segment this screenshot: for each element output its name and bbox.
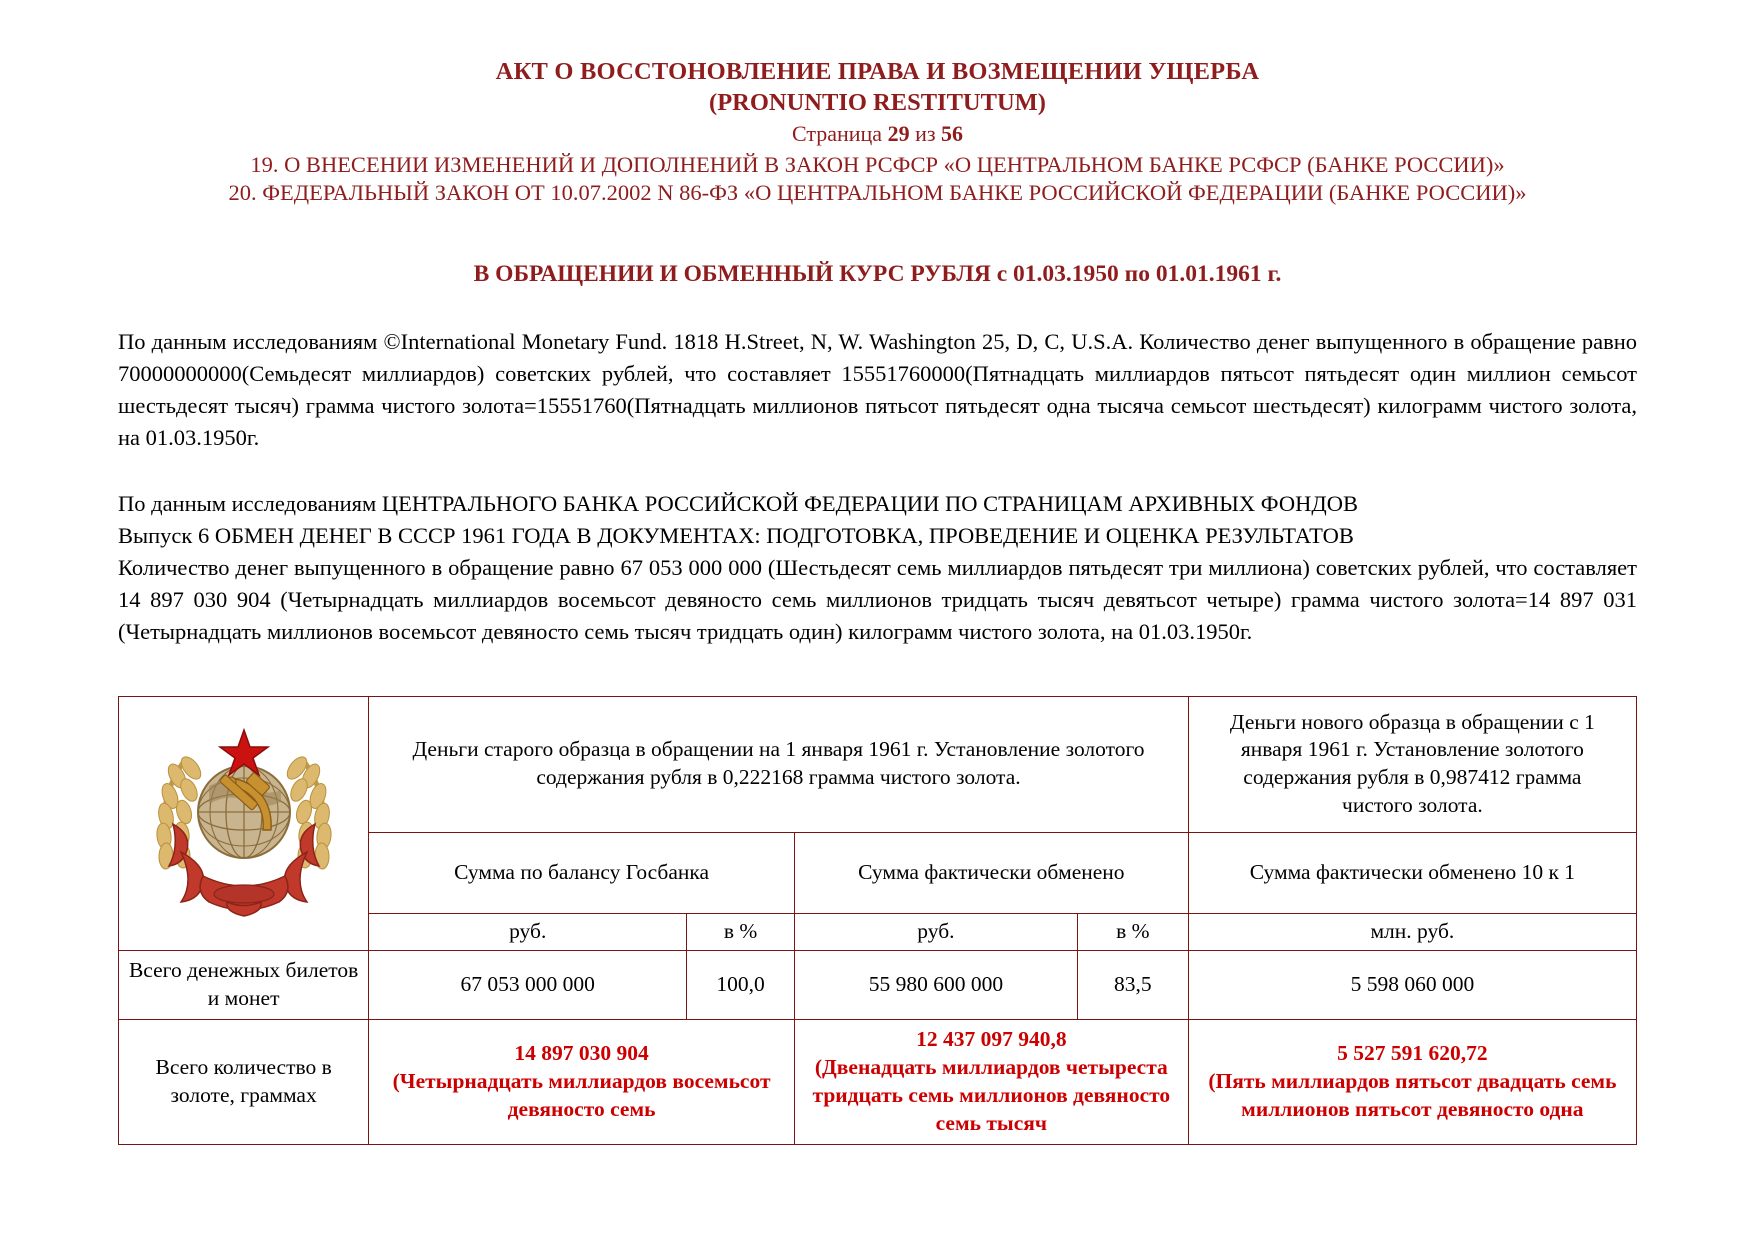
row2-gold-10to1-value: 5 527 591 620,72 [1337,1040,1488,1065]
subheader-actually-exchanged: Сумма фактически обменено [794,833,1188,914]
law-reference-19: 19. О ВНЕСЕНИИ ИЗМЕНЕНИЙ И ДОПОЛНЕНИЙ В ЗАКОН РСФСР «О ЦЕНТРАЛЬНОМ БАНКЕ РСФСР (БАНКЕ РОССИИ)» [250,151,1505,177]
page-number [118,121,1637,147]
header-new-currency: Деньги нового образца в обращении с 1 января 1961 г. Установление золотого содержания рубля в 0,987412 грамма чистого золота. [1188,696,1636,833]
row-label-banknotes-coins: Всего денежных билетов и монет [119,951,369,1020]
row2-gold-balance-value: 14 897 030 904 [514,1040,649,1065]
subheader-actually-exchanged-10to1: Сумма фактически обменено 10 к 1 [1188,833,1636,914]
row2-gold-exchanged-words: (Двенадцать миллиардов четыреста тридцать семь миллионов девяносто семь тысяч [812,1054,1171,1135]
row1-exchanged-mln: 5 598 060 000 [1188,951,1636,1020]
row2-gold-exchanged [794,1020,1188,1145]
currency-exchange-table [118,696,1637,1145]
unit-percent-exchanged: в % [1077,914,1188,951]
table-row [119,1020,1637,1145]
row2-gold-balance [369,1020,795,1145]
row2-gold-exchanged-value: 12 437 097 940,8 [916,1027,1067,1051]
page-label-prefix: Страница [791,120,888,146]
document-subtitle: (PRONUNTIO RESTITUTUM) [709,88,1046,116]
row2-gold-balance-words: (Четырнадцать миллиардов восемьсот девяносто семь [392,1068,771,1121]
paragraph-cbr-line1: По данным исследованиям ЦЕНТРАЛЬНОГО БАНКА РОССИЙСКОЙ ФЕДЕРАЦИИ ПО СТРАНИЦАМ АРХИВНЫХ ФОНДОВ [118,490,1358,516]
page-middle: из [909,120,942,146]
section-heading: В ОБРАЩЕНИИ И ОБМЕННЫЙ КУРС РУБЛЯ с 01.03.1950 по 01.01.1961 г. [473,261,1282,288]
row-label-gold-grams: Всего количество в золоте, граммах [119,1020,369,1145]
table-row [119,696,1637,833]
subheader-balance-gosbank: Сумма по балансу Госбанка [369,833,795,914]
unit-mln-rub: млн. руб. [1188,914,1636,951]
table-row [119,951,1637,1020]
paragraph-imf: По данным исследованиям ©International Monetary Fund. 1818 H.Street, N, W. Washington 25, D, C, U.S.A. Количество денег выпущенного в обращение равно 70000000000(Семьдесят миллиардов) советских рублей, что составляет 15551760000(Пятнадцать миллиардов пятьсот пятьдесят один миллион семьсот шестьдесят тысяч) грамма чистого золота=15551760(Пятнадцать миллионов пятьсот пятьдесят одна тысяча семьсот шестьдесят) килограмм чистого золота, на 01.03.1950г. [118,329,1637,450]
paragraph-cbr [118,488,1637,648]
unit-rub-exchanged: руб. [794,914,1077,951]
page-current: 29 [887,120,910,146]
header-old-currency: Деньги старого образца в обращении на 1 января 1961 г. Установление золотого содержания рубля в 0,222168 грамма чистого золота. [369,696,1189,833]
paragraph-cbr-line2: Выпуск 6 ОБМЕН ДЕНЕГ В СССР 1961 ГОДА В ДОКУМЕНТАХ: ПОДГОТОВКА, ПРОВЕДЕНИЕ И ОЦЕНКА РЕЗУЛЬТАТОВ [118,522,1354,548]
unit-percent-balance: в % [687,914,795,951]
law-reference-20: 20. ФЕДЕРАЛЬНЫЙ ЗАКОН ОТ 10.07.2002 N 86-ФЗ «О ЦЕНТРАЛЬНОМ БАНКЕ РОССИЙСКОЙ ФЕДЕРАЦИИ (БАНКЕ РОССИИ)» [228,179,1527,205]
document-title: АКТ О ВОССТОНОВЛЕНИЕ ПРАВА И ВОЗМЕЩЕНИИ УЩЕРБА [495,58,1260,85]
page-total: 56 [941,120,964,146]
row1-exchanged-pct: 83,5 [1077,951,1188,1020]
row1-balance-pct: 100,0 [687,951,795,1020]
soviet-emblem-icon [119,716,368,931]
row2-gold-exchanged-10to1 [1188,1020,1636,1145]
row1-balance-rub: 67 053 000 000 [369,951,687,1020]
unit-rub-balance: руб. [369,914,687,951]
paragraph-cbr-rest: Количество денег выпущенного в обращение равно 67 053 000 000 (Шестьдесят семь миллиардов пятьдесят три миллиона) советских рублей, что составляет 14 897 030 904 (Четырнадцать миллиардов восемьсот девяносто семь миллионов тридцать тысяч девятьсот четыре) грамма чистого золота=14 897 031 (Четырнадцать миллионов восемьсот девяносто семь тысяч тридцать один) килограмм чистого золота, на 01.03.1950г. [118,554,1637,644]
row1-exchanged-rub: 55 980 600 000 [794,951,1077,1020]
soviet-emblem-cell [119,696,369,951]
row2-gold-10to1-words: (Пять миллиардов пятьсот двадцать семь миллионов пятьсот девяносто одна [1208,1068,1617,1121]
